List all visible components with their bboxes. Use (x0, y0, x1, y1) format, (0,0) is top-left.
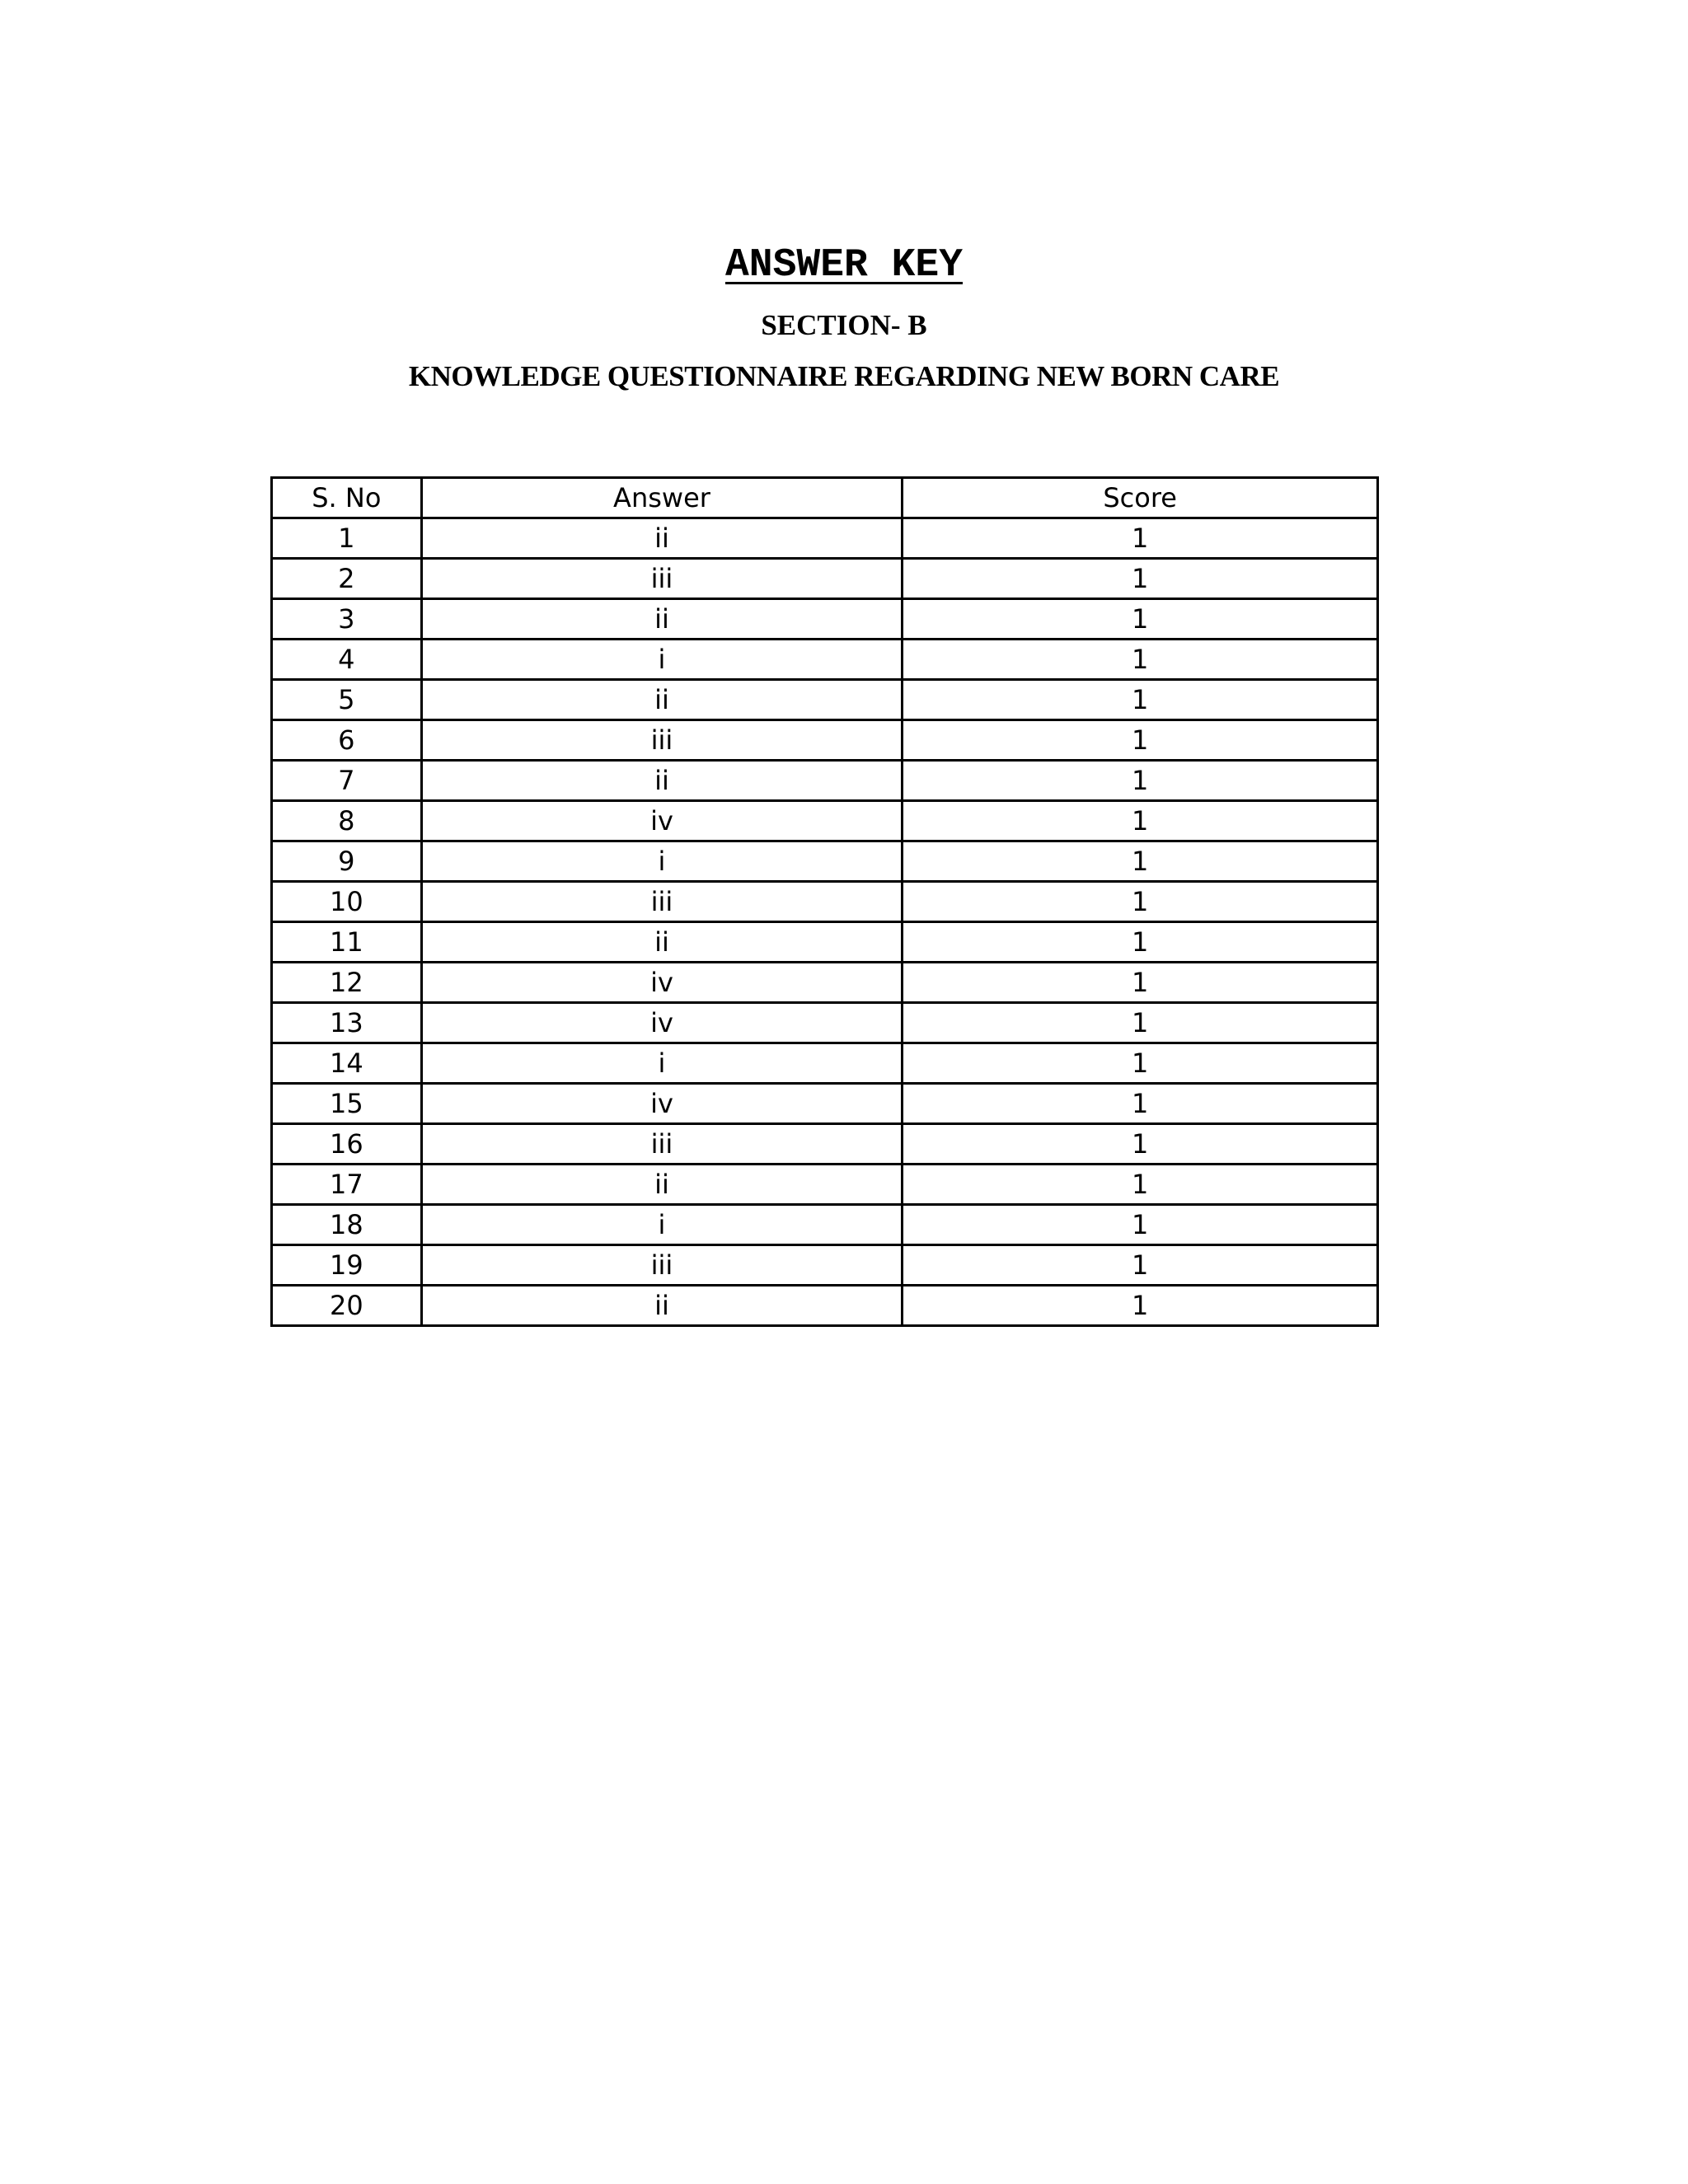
table-row (272, 841, 1378, 882)
table-row (272, 1124, 1378, 1165)
answer-cell: ii (421, 1165, 903, 1205)
column-header-score: Score (903, 478, 1378, 518)
serial-cell: 16 (272, 1124, 422, 1165)
serial-cell: 20 (272, 1286, 422, 1326)
table-row (272, 640, 1378, 680)
answer-cell: i (421, 1043, 903, 1084)
answer-cell: ii (421, 599, 903, 640)
table-row (272, 1205, 1378, 1245)
serial-cell: 12 (272, 963, 422, 1003)
serial-cell: 3 (272, 599, 422, 640)
serial-cell: 6 (272, 720, 422, 761)
score-cell: 1 (903, 922, 1378, 963)
answer-cell: ii (421, 680, 903, 720)
table-row (272, 801, 1378, 841)
serial-cell: 14 (272, 1043, 422, 1084)
answer-cell: iv (421, 963, 903, 1003)
table-row (272, 599, 1378, 640)
score-cell: 1 (903, 963, 1378, 1003)
answer-cell: ii (421, 761, 903, 801)
answer-cell: iii (421, 1245, 903, 1286)
serial-cell: 18 (272, 1205, 422, 1245)
score-cell: 1 (903, 1165, 1378, 1205)
answer-cell: i (421, 841, 903, 882)
table-header-row (272, 478, 1378, 518)
score-cell: 1 (903, 841, 1378, 882)
page-title (0, 241, 1688, 290)
serial-cell: 7 (272, 761, 422, 801)
answer-cell: ii (421, 1286, 903, 1326)
answer-cell: i (421, 640, 903, 680)
answer-cell: iii (421, 882, 903, 922)
score-cell: 1 (903, 640, 1378, 680)
table-row (272, 882, 1378, 922)
score-cell: 1 (903, 1003, 1378, 1043)
section-label: SECTION- B (761, 309, 927, 341)
serial-cell: 11 (272, 922, 422, 963)
page-title-text: ANSWER KEY (724, 243, 964, 288)
score-cell: 1 (903, 1084, 1378, 1124)
serial-cell: 2 (272, 559, 422, 599)
answer-cell: ii (421, 518, 903, 559)
score-cell: 1 (903, 1245, 1378, 1286)
score-cell: 1 (903, 761, 1378, 801)
score-cell: 1 (903, 1286, 1378, 1326)
answer-cell: iii (421, 720, 903, 761)
serial-cell: 10 (272, 882, 422, 922)
serial-cell: 19 (272, 1245, 422, 1286)
answer-cell: iv (421, 801, 903, 841)
answer-cell: i (421, 1205, 903, 1245)
serial-cell: 1 (272, 518, 422, 559)
score-cell: 1 (903, 882, 1378, 922)
table-body (272, 518, 1378, 1326)
table-row (272, 1286, 1378, 1326)
table-row (272, 1165, 1378, 1205)
table-row (272, 720, 1378, 761)
score-cell: 1 (903, 1205, 1378, 1245)
table-row (272, 1245, 1378, 1286)
answer-cell: ii (421, 922, 903, 963)
serial-cell: 4 (272, 640, 422, 680)
answer-cell: iii (421, 1124, 903, 1165)
serial-cell: 15 (272, 1084, 422, 1124)
score-cell: 1 (903, 720, 1378, 761)
score-cell: 1 (903, 518, 1378, 559)
column-header-serial: S. No (272, 478, 422, 518)
table-row (272, 922, 1378, 963)
serial-cell: 5 (272, 680, 422, 720)
serial-cell: 8 (272, 801, 422, 841)
score-cell: 1 (903, 559, 1378, 599)
table-row (272, 1043, 1378, 1084)
answer-cell: iv (421, 1084, 903, 1124)
table-row (272, 518, 1378, 559)
questionnaire-heading: KNOWLEDGE QUESTIONNAIRE REGARDING NEW BORN CARE (408, 360, 1280, 392)
answer-key-table (270, 476, 1379, 1327)
table-row (272, 1084, 1378, 1124)
score-cell: 1 (903, 1124, 1378, 1165)
column-header-answer: Answer (421, 478, 903, 518)
answer-cell: iv (421, 1003, 903, 1043)
serial-cell: 17 (272, 1165, 422, 1205)
table-row (272, 680, 1378, 720)
score-cell: 1 (903, 680, 1378, 720)
serial-cell: 13 (272, 1003, 422, 1043)
score-cell: 1 (903, 1043, 1378, 1084)
answer-cell: iii (421, 559, 903, 599)
table-row (272, 559, 1378, 599)
table-row (272, 1003, 1378, 1043)
table-row (272, 761, 1378, 801)
score-cell: 1 (903, 801, 1378, 841)
table-row (272, 963, 1378, 1003)
score-cell: 1 (903, 599, 1378, 640)
serial-cell: 9 (272, 841, 422, 882)
